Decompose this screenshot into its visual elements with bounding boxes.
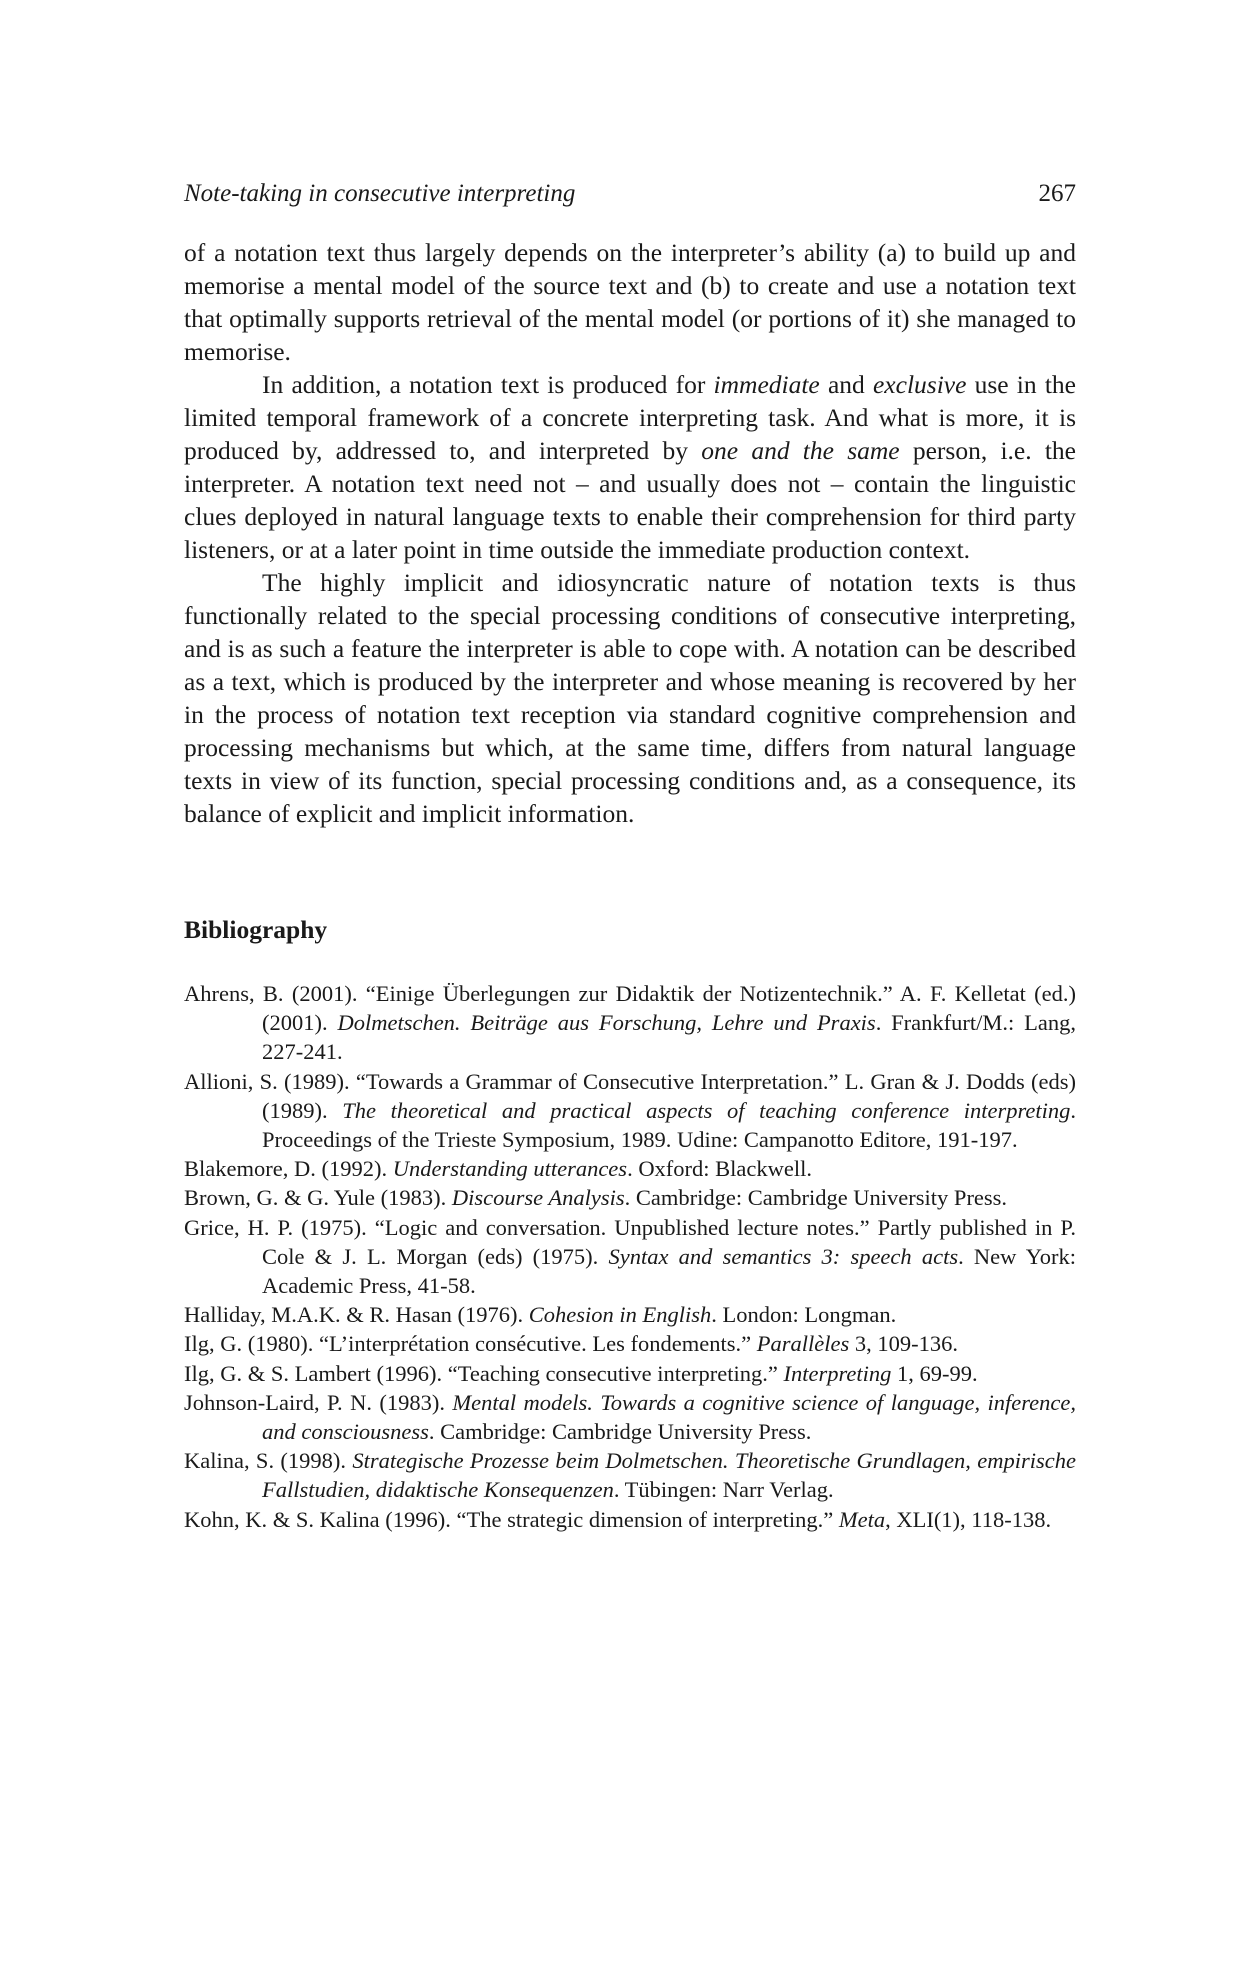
text-run: use in the limited temporal framework of a concrete interpreting task. And what is more, it is produced by, addressed to, and interpreted by [184, 370, 1076, 465]
italic-text: exclusive [872, 370, 967, 399]
text-run: and [819, 370, 873, 399]
text-run: Ilg, G. (1980). “L’interprétation consécutive. Les fondements.” [184, 1331, 757, 1357]
text-run: Ahrens, B. (2001). “Einige Überlegungen zur Didaktik der Notizentechnik.” A. F. Kelletat (ed.) (2001). [184, 981, 1076, 1036]
bibliography-entry [184, 1359, 1076, 1388]
page [184, 180, 1076, 1534]
bibliography-entry [184, 979, 1076, 1067]
paragraph [184, 236, 1076, 368]
text-run: . New York: Academic Press, 41-58. [262, 1243, 1076, 1299]
italic-text: Interpreting [783, 1360, 892, 1386]
italic-text: Meta [838, 1506, 886, 1532]
italic-text: immediate [713, 370, 820, 399]
text-run: Grice, H. P. (1975). “Logic and conversation. Unpublished lecture notes.” Partly published in P. Cole & J. L. Morgan (eds) (1975). [184, 1214, 1076, 1269]
text-run: . Frankfurt/M.: Lang, 227-241. [262, 1010, 1076, 1065]
text-run: 1, 69-99. [891, 1360, 978, 1386]
text-run: Ilg, G. & S. Lambert (1996). “Teaching consecutive interpreting.” [184, 1360, 784, 1386]
italic-text: one and the same [701, 436, 900, 465]
bibliography-heading: Bibliography [184, 915, 328, 944]
bibliography-entry [184, 1388, 1076, 1446]
bibliography-entry [184, 1329, 1076, 1358]
text-run: Johnson-Laird, P. N. (1983). [184, 1389, 453, 1415]
italic-text: The theoretical and practical aspects of teaching conference interpreting [342, 1097, 1071, 1123]
italic-text: Discourse Analysis [451, 1185, 625, 1211]
italic-text: Syntax and semantics 3: speech acts [608, 1243, 959, 1269]
italic-text: Parallèles [756, 1331, 850, 1357]
italic-text: Understanding utterances [392, 1156, 628, 1182]
bibliography-entry [184, 1067, 1076, 1155]
text-run: . Cambridge: Cambridge University Press. [428, 1419, 812, 1445]
body-text [184, 236, 1076, 830]
italic-text: Strategische Prozesse beim Dolmetschen. Theoretische Grundlagen, empirische Fallstudien, didaktische Konsequenzen [262, 1448, 1076, 1503]
italic-text: Dolmetschen. Beiträge aus Forschung, Lehre und Praxis [337, 1010, 876, 1036]
running-header [184, 180, 1076, 208]
italic-text: Cohesion in English [528, 1302, 712, 1328]
text-run: 3, 109-136. [849, 1331, 958, 1357]
bibliography-entry [184, 1183, 1076, 1212]
running-title: Note-taking in consecutive interpreting [184, 180, 576, 207]
bibliography-entry [184, 1300, 1076, 1329]
text-run: . Proceedings of the Trieste Symposium, 1989. Udine: Campanotto Editore, 191-197. [262, 1097, 1076, 1153]
text-run: person, i.e. the interpreter. A notation text need not – and usually does not – contain the linguistic clues deployed in natural language texts to enable their comprehension for third party listeners, or at a later point in time outside the immediate production context. [184, 436, 1076, 564]
text-run: . Cambridge: Cambridge University Press. [624, 1185, 1008, 1211]
text-run: Kalina, S. (1998). [184, 1448, 353, 1474]
text-run: The highly implicit and idiosyncratic nature of notation texts is thus functionally related to the special processing conditions of consecutive interpreting, and is as such a feature the interpreter is able to cope with. A notation can be described as a text, which is produced by the interpreter and whose meaning is recovered by her in the process of notation text reception via standard cognitive comprehension and processing mechanisms but which, at the same time, differs from natural language texts in view of its function, special processing conditions and, as a consequence, its balance of explicit and implicit information. [184, 568, 1076, 828]
text-run: Kohn, K. & S. Kalina (1996). “The strategic dimension of interpreting.” [184, 1506, 839, 1532]
text-run: , XLI(1), 118-138. [885, 1506, 1052, 1532]
text-run: Allioni, S. (1989). “Towards a Grammar of Consecutive Interpretation.” L. Gran & J. Dodds (eds) (1989). [184, 1068, 1076, 1123]
bibliography-entry [184, 1446, 1076, 1504]
text-run: . Tübingen: Narr Verlag. [613, 1477, 834, 1503]
text-run: Blakemore, D. (1992). [184, 1156, 393, 1182]
bibliography-entry [184, 1505, 1076, 1534]
italic-text: Mental models. Towards a cognitive science of language, inference, and consciousness [262, 1389, 1076, 1445]
text-run: Brown, G. & G. Yule (1983). [184, 1185, 452, 1211]
text-run: . Oxford: Blackwell. [627, 1156, 813, 1182]
text-run: In addition, a notation text is produced for [262, 370, 714, 399]
page-number: 267 [1038, 180, 1076, 207]
paragraph [184, 368, 1076, 566]
text-run: . London: Longman. [711, 1302, 897, 1328]
text-run: of a notation text thus largely depends on the interpreter’s ability (a) to build up and memorise a mental model of the source text and (b) to create and use a notation text that optimally supports retrieval of the mental model (or portions of it) she managed to memorise. [184, 238, 1076, 366]
text-run: Halliday, M.A.K. & R. Hasan (1976). [184, 1302, 529, 1328]
bibliography-list [184, 979, 1076, 1534]
bibliography-entry [184, 1154, 1076, 1183]
bibliography-entry [184, 1213, 1076, 1301]
paragraph [184, 566, 1076, 830]
